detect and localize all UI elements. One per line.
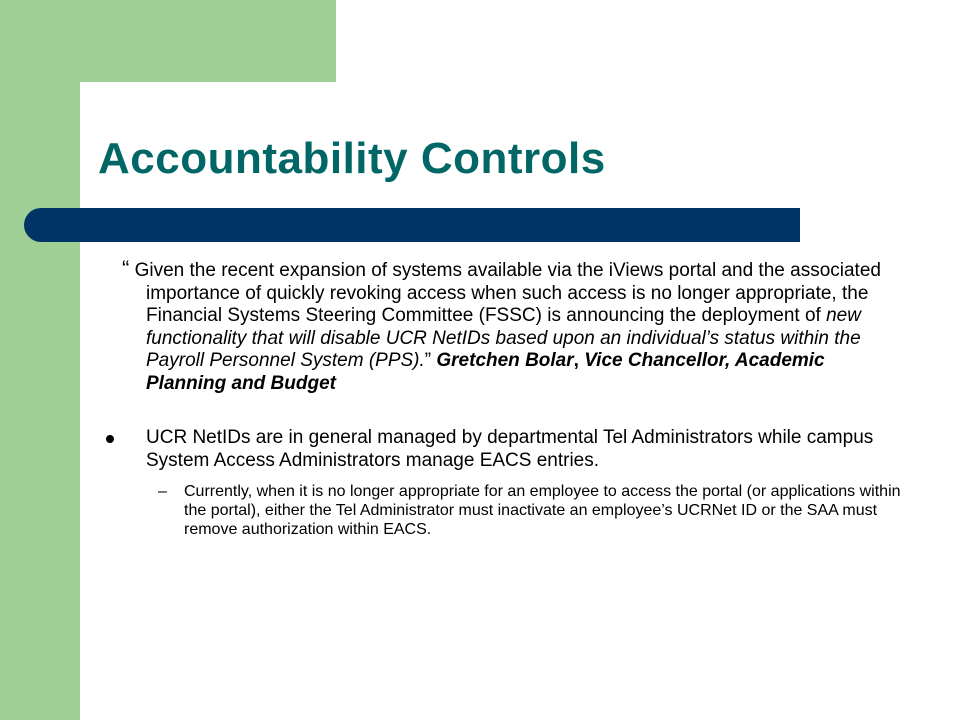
quote-text-italic: new functionality that will disable UCR NetIDs based upon an individual’s status within the Payroll Personnel System (PPS).	[146, 305, 861, 371]
slide-body	[106, 258, 906, 539]
bullet-dot-icon	[106, 435, 114, 443]
slide-title: Accountability Controls	[98, 134, 606, 183]
quote-attribution-title: Vice Chancellor, Academic Planning and Budget	[146, 350, 825, 394]
quote-paragraph	[106, 258, 906, 395]
quote-attribution-separator: ,	[573, 350, 585, 371]
quote-attribution-name: Gretchen Bolar	[436, 350, 574, 371]
quote-text: Given the recent expansion of systems available via the iViews portal and the associated importance of quickly revoking access when such access is no longer appropriate, the Financial Systems Steering Committee (FSSC) is announcing the deployment of	[129, 260, 881, 326]
bullet-item	[106, 427, 906, 472]
sub-bullet-item	[106, 482, 906, 539]
sub-bullet-text: Currently, when it is no longer appropriate for an employee to access the portal (or applications within the portal), either the Tel Administrator must inactivate an employee’s UCRNet ID or the SAA must remove authorization within EACS.	[184, 483, 901, 538]
title-underline-bar	[24, 208, 800, 242]
dash-icon: –	[158, 483, 167, 500]
quote-close-mark: ”	[424, 350, 432, 371]
decorative-green-strip-left	[0, 0, 80, 720]
bullet-text: UCR NetIDs are in general managed by departmental Tel Administrators while campus System Access Administrators manage EACS entries.	[146, 427, 874, 471]
quote-open-mark: “	[122, 256, 130, 281]
